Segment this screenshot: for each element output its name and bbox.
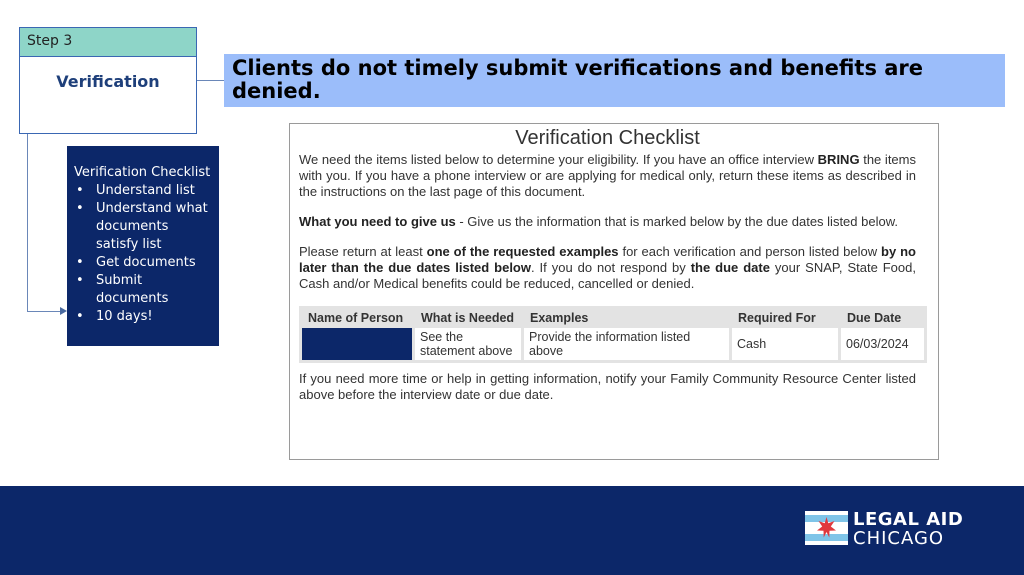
legal-aid-chicago-logo <box>805 509 964 549</box>
due-date-cell: 06/03/2024 <box>841 328 924 360</box>
column-header: Name of Person <box>308 311 404 325</box>
examples-cell: Provide the information listed above <box>524 328 729 360</box>
column-header: Examples <box>530 311 589 325</box>
chicago-flag-star-icon <box>805 511 848 545</box>
what-needed-cell: See the statement above <box>415 328 521 360</box>
step-label: Step 3 <box>20 28 196 57</box>
connector-line-horizontal-top <box>197 80 224 81</box>
list-item: • Get documents <box>74 254 213 272</box>
verification-checklist-summary <box>67 146 219 346</box>
column-header: Due Date <box>847 311 902 325</box>
list-item: • Understand list <box>74 182 213 200</box>
column-header: What is Needed <box>421 311 515 325</box>
summary-list <box>74 182 213 326</box>
checklist-document <box>289 123 939 460</box>
list-item: • Understand what documents satisfy list <box>74 200 213 254</box>
list-item: • 10 days! <box>74 308 213 326</box>
required-for-cell: Cash <box>732 328 838 360</box>
connector-line-vertical <box>27 134 28 312</box>
logo-line-1: LEGAL AID <box>853 509 964 530</box>
checklist-paragraph-4: If you need more time or help in getting information, notify your Family Community Resource Center listed above before the interview date or due date. <box>299 371 916 402</box>
list-item: • Submit documents <box>74 272 213 308</box>
checklist-title: Verification Checklist <box>515 127 700 149</box>
checklist-paragraph-1: We need the items listed below to determine your eligibility. If you have an office interview BRING the items with you. If you have a phone interview or are applying for medical only, return these items as described in the instructions on the last page of this document. <box>299 152 916 199</box>
verification-table <box>299 306 927 363</box>
headline-banner: Clients do not timely submit verifications and benefits are denied. <box>224 54 1005 107</box>
table-row <box>302 328 924 360</box>
connector-line-horizontal-bottom <box>27 311 61 312</box>
step-box <box>19 27 197 134</box>
checklist-paragraph-3: Please return at least one of the requested examples for each verification and person listed below by no later than the due dates listed below. If you do not respond by the due date your SNAP, State Food, Cash and/or Medical benefits could be reduced, cancelled or denied. <box>299 244 916 291</box>
step-title: Verification <box>56 72 160 91</box>
column-header: Required For <box>738 311 816 325</box>
arrow-head-icon <box>60 307 67 315</box>
summary-heading: Verification Checklist <box>74 165 211 180</box>
checklist-paragraph-2: What you need to give us - Give us the information that is marked below by the due dates listed below. <box>299 214 898 229</box>
table-header-row <box>302 309 924 325</box>
redacted-name-cell <box>302 328 412 360</box>
logo-line-2: CHICAGO <box>853 528 945 549</box>
